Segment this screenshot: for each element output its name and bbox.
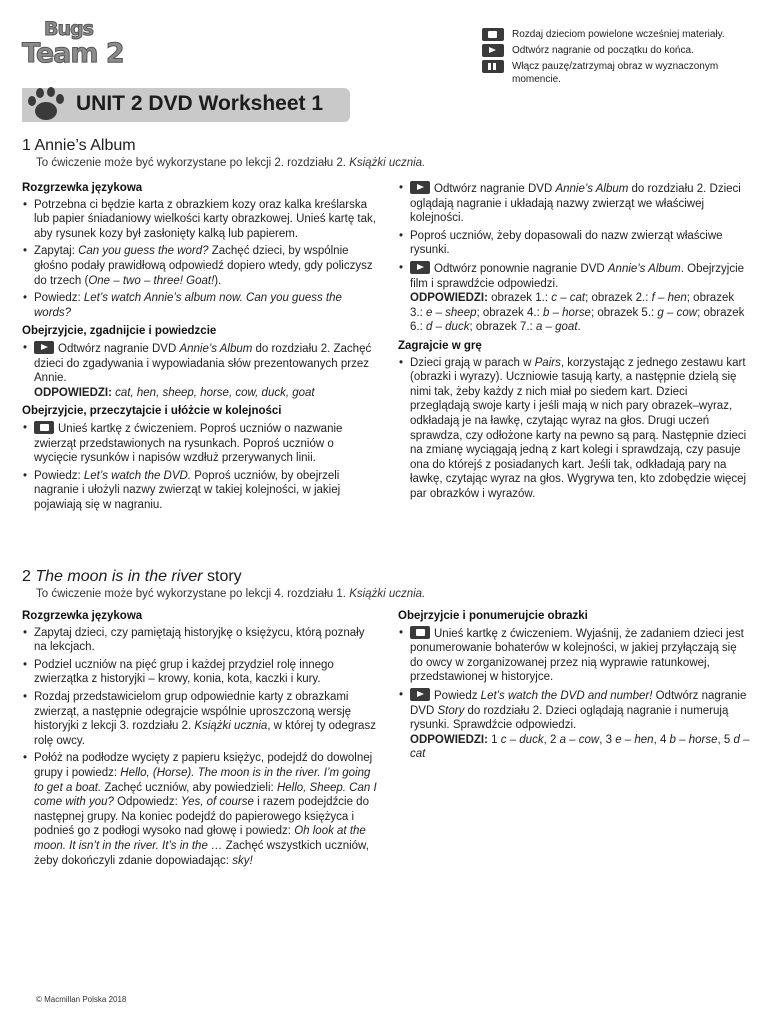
list-item: • Odtwórz nagranie DVD Annie’s Album do rozdziału 2. Dzieci oglądają nagranie i układają nazwy zwierząt we właściwej kolejności. — [398, 181, 750, 226]
list-item: • Powiedz: Let’s watch Annie’s album now. Can you guess the words? — [22, 291, 380, 320]
section-1-title: 1 Annie’s Album — [22, 137, 136, 154]
page-title: UNIT 2 DVD Worksheet 1 — [76, 92, 324, 115]
icon-legend — [482, 28, 762, 89]
heading-watch-discuss: Obejrzyjcie, zgadnijcie i powiedzcie — [22, 325, 217, 338]
paw-icon — [24, 84, 68, 124]
list-item: • Odtwórz nagranie DVD Annie’s Album do rozdziału 2. Zachęć dzieci do zgadywania i wypowiadania słów prezentowanych przez Annie. ODPOWIEDZI: cat, hen, sheep, horse, cow, duck, goat — [22, 341, 380, 400]
list-item: • Unieś kartkę z ćwiczeniem. Poproś uczniów o nazwanie zwierząt przedstawionych na rysunkach. Poproś uczniów o wycięcie rysunków i napisów wzdłuż przerywanych linii. — [22, 421, 380, 466]
bugs-team-logo: Bugs Team 2 — [22, 18, 124, 69]
heading-warmup: Rozgrzewka językowa — [22, 182, 143, 194]
play-icon — [410, 688, 430, 701]
section-1-right-column — [398, 181, 750, 505]
list-item: • Poproś uczniów, żeby dopasowali do nazw zwierząt właściwe rysunki. — [398, 229, 750, 258]
section-1-left-column — [22, 181, 380, 516]
copyright-footer: © Macmillan Polska 2018 — [36, 995, 127, 1004]
section-2-left-column — [22, 609, 380, 872]
list-item: • Zapytaj: Can you guess the word? Zachęć dzieci, by wspólnie głośno podały prawidłową odpowiedź dopiero wtedy, gdy policzysz do trzech (One – two – three! Goat!). — [22, 244, 380, 288]
list-item: • Zapytaj dzieci, czy pamiętają historyjkę o księżycu, którą poznały na lekcjach. — [22, 626, 380, 655]
section-2-right-column — [398, 609, 750, 766]
stop-icon — [410, 626, 430, 639]
section-2-title: 2 The moon is in the river story — [22, 568, 242, 585]
list-item: • Odtwórz ponownie nagranie DVD Annie’s Album. Obejrzyjcie film i sprawdźcie odpowiedzi. ODPOWIEDZI: obrazek 1.: c – cat; obrazek 2.: f – hen; obrazek 3.: e – sheep; obrazek 4.: b – horse; obrazek 5.: g – cow; obrazek 6.: d – duck; obrazek 7.: a – goat. — [398, 261, 750, 335]
legend-pause: Włącz pauzę/zatrzymaj obraz w wyznaczonym momencie. — [482, 60, 762, 86]
heading-watch-number: Obejrzyjcie i ponumerujcie obrazki — [398, 610, 588, 622]
heading-watch-read: Obejrzyjcie, przeczytajcie i ułóżcie w kolejności — [22, 405, 282, 418]
legend-stop: Rozdaj dzieciom powielone wcześniej materiały. — [482, 28, 762, 41]
list-item: • Podziel uczniów na pięć grup i każdej przydziel rolę innego zwierzątka z historyjki – krowy, konia, kota, kaczki i kury. — [22, 658, 380, 687]
play-icon — [34, 341, 54, 354]
list-item: • Powiedz: Let’s watch the DVD. Poproś uczniów, by obejrzeli nagranie i ułożyli nazwy zwierząt w takiej kolejności, w jakiej pojawiają się w nagraniu. — [22, 469, 380, 513]
list-item: • Połóż na podłodze wycięty z papieru księżyc, podejdź do dowolnej grupy i powiedz: Hello, (Horse). The moon is in the river. I’m going to get a boat. Zachęć uczniów, aby powiedzieli: Hello, Sheep. Can I come with you? Odpowiedz: Yes, of course i razem podejdźcie do następnej grupy. Na koniec podejdź do papierowego księżyca i podnieś go z podłogi wysoko nad głowę i powiedz: Oh look at the moon. It isn’t in the river. It’s in the … Zachęć wszystkich uczniów, żeby dokończyli zdanie dopowiadając: sky! — [22, 751, 380, 868]
list-item: • Dzieci grają w parach w Pairs, korzystając z jednego zestawu kart (obrazki i wyrazy). Uczniowie tasują karty, a następnie dzielą się nimi tak, żeby każdy z nich miał po siedem kart. Dzieci przeglądają swoje karty i jeśli mają w nich pary obrazek–wyraz, odkładają je na ławkę, czytając wyraz na głos. Drugi uczeń sprawdza, czy odłożone karty na pewno są parą. Następnie dzieci na zmianę wyciągają jedną z kart kolegi i sprawdzają, czy pasuje ona do którejś z posiadanych kart. Jeśli tak, odkładają pary na ławkę, czytając wyraz na głos. Wygrywa ten, kto zdobędzie więcej par obrazków i wyrazów. — [398, 356, 750, 502]
list-item: • Potrzebna ci będzie karta z obrazkiem kozy oraz kalka kreślarska lub papier śniadaniowy wielkości karty obrazkowej. Unieś kartę tak, aby rysunek kozy był zasłonięty kalką lub papierem. — [22, 198, 380, 242]
section-2-intro: To ćwiczenie może być wykorzystane po lekcji 4. rozdziału 1. Książki ucznia. — [36, 588, 426, 600]
pause-icon — [482, 60, 504, 73]
play-icon — [482, 44, 504, 57]
list-item: • Unieś kartkę z ćwiczeniem. Wyjaśnij, że zadaniem dzieci jest ponumerowanie bohaterów w kolejności, w jakiej przyłączają się do owcy w zorganizowanej przez nią wyprawie ratunkowej, przedstawionej w historyjce. — [398, 626, 750, 685]
section-1-intro: To ćwiczenie może być wykorzystane po lekcji 2. rozdziału 2. Książki ucznia. — [36, 157, 426, 169]
play-icon — [410, 261, 430, 274]
heading-warmup-2: Rozgrzewka językowa — [22, 610, 143, 622]
stop-icon — [482, 28, 504, 41]
play-icon — [410, 181, 430, 194]
list-item: • Powiedz Let’s watch the DVD and number! Odtwórz nagranie DVD Story do rozdziału 2. Dzieci oglądają nagranie i numerują rysunki. Sprawdźcie odpowiedzi. ODPOWIEDZI: 1 c – duck, 2 a – cow, 3 e – hen, 4 b – horse, 5 d – cat — [398, 688, 750, 762]
stop-icon — [34, 421, 54, 434]
legend-play: Odtwórz nagranie od początku do końca. — [482, 44, 762, 57]
list-item: • Rozdaj przedstawicielom grup odpowiednie karty z obrazkami zwierząt, a następnie odegrajcie wspólnie uproszczoną wersję historyjki z lekcji 3. rozdziału 2. Książki ucznia, w której ty odegrasz rolę owcy. — [22, 690, 380, 748]
heading-play: Zagrajcie w grę — [398, 339, 482, 352]
